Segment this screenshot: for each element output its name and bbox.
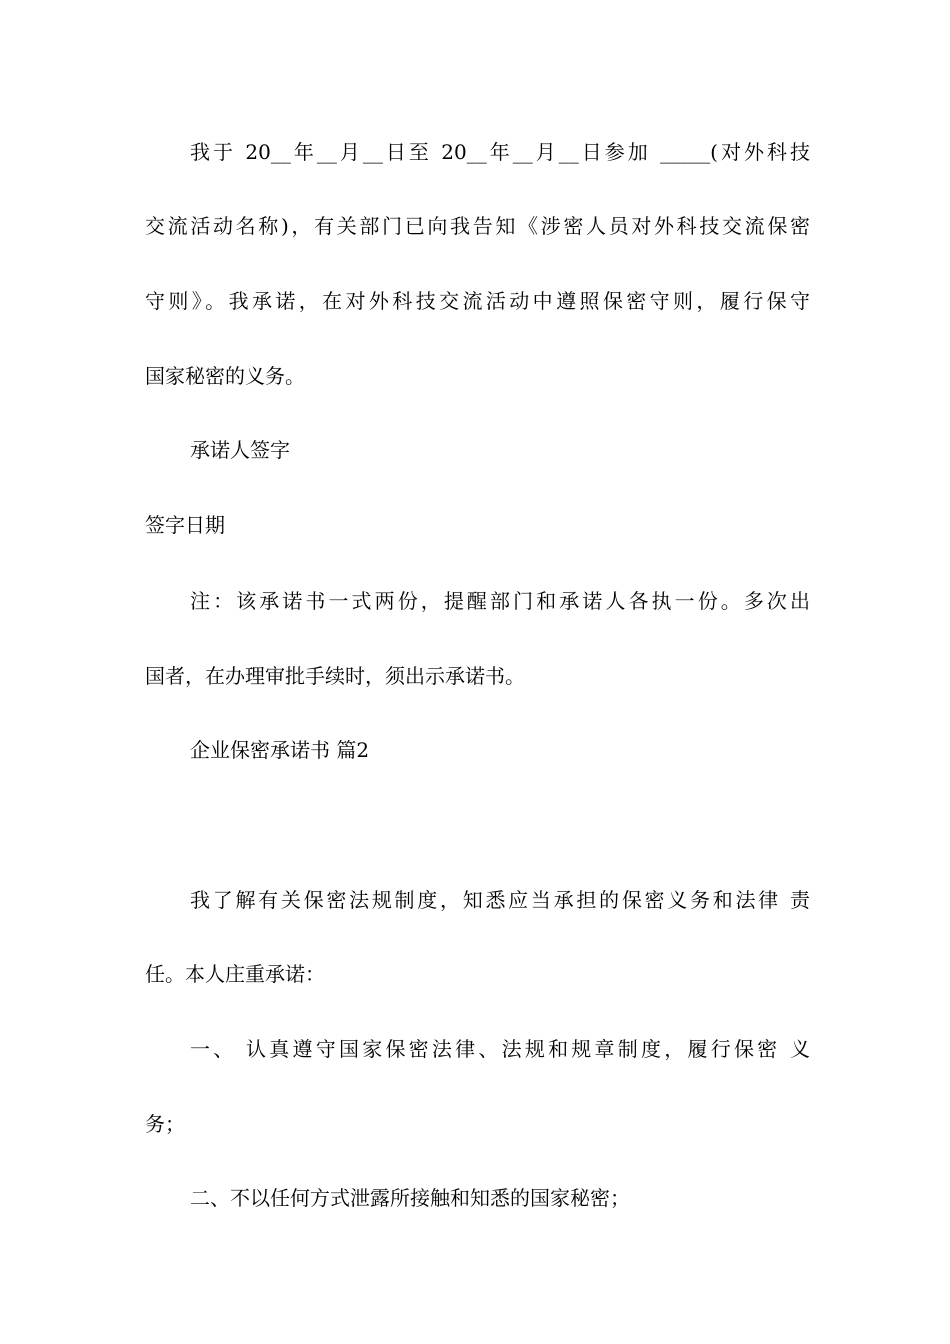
paragraph-line: 国家秘密的义务。 xyxy=(145,364,305,388)
section-title: 企业保密承诺书 篇2 xyxy=(190,738,370,762)
paragraph-line: 任。本人庄重承诺： xyxy=(145,962,325,986)
paragraph-line: 交流活动名称)，有关部门已向我告知《涉密人员对外科技交流保密 xyxy=(145,214,810,238)
signature-label: 承诺人签字 xyxy=(190,438,290,462)
paragraph-line: 守则》。我承诺，在对外科技交流活动中遵照保密守则，履行保守 xyxy=(145,289,810,313)
date-label: 签字日期 xyxy=(145,513,225,537)
paragraph-line: 我于 20__年__月__日至 20__年__月__日参加 _____(对外科技 xyxy=(190,140,810,164)
list-item-line: 二、不以任何方式泄露所接触和知悉的国家秘密； xyxy=(190,1186,630,1210)
note-line: 国者，在办理审批手续时，须出示承诺书。 xyxy=(145,664,525,688)
note-line: 注：该承诺书一式两份，提醒部门和承诺人各执一份。多次出 xyxy=(190,589,810,613)
list-item-line: 一、 认真遵守国家保密法律、法规和规章制度，履行保密 义 xyxy=(190,1037,810,1061)
list-item-line: 务； xyxy=(145,1112,185,1136)
paragraph-line: 我了解有关保密法规制度，知悉应当承担的保密义务和法律 责 xyxy=(190,888,810,912)
